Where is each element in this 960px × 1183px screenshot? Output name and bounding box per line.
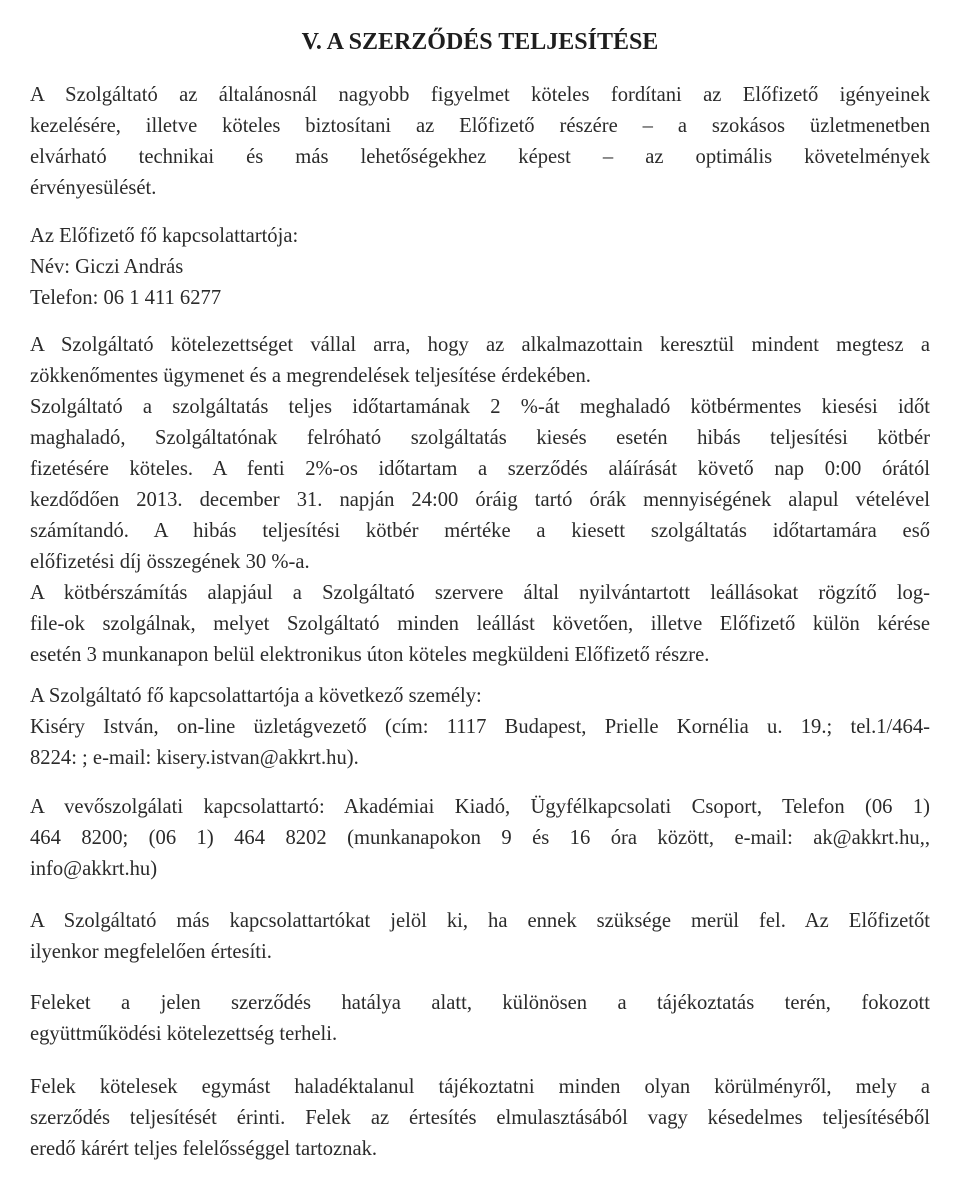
section-title: V. A SZERZŐDÉS TELJESÍTÉSE — [301, 29, 659, 55]
text-line: zökkenőmentes ügymenet és a megrendelések teljesítése érdekében. — [30, 365, 591, 387]
text-line: elvárható technikai és más lehetőségekhez képest – az optimális követelmények — [30, 146, 930, 168]
text-line: 464 8200; (06 1) 464 8202 (munkanapokon 9 és 16 óra között, e-mail: ak@akkrt.hu,, — [30, 827, 930, 849]
paragraph-obligations — [30, 80, 930, 204]
text-line: érvényesülését. — [30, 177, 157, 199]
text-line: 8224: ; e-mail: kisery.istvan@akkrt.hu). — [30, 747, 359, 769]
text-line: A kötbérszámítás alapjául a Szolgáltató szervere által nyilvántartott leállásokat rögzítő log- — [30, 582, 930, 604]
contact-name: Név: Giczi András — [30, 256, 184, 278]
text-line: info@akkrt.hu) — [30, 858, 158, 880]
paragraph-penalty — [30, 330, 930, 671]
text-line: A Szolgáltató kötelezettséget vállal arra, hogy az alkalmazottain keresztül mindent megtesz a — [30, 334, 930, 356]
text-line: Szolgáltató a szolgáltatás teljes időtartamának 2 %-át meghaladó kötbérmentes kiesési időt — [30, 396, 930, 418]
text-line: kezdődően 2013. december 31. napján 24:00 óráig tartó órák mennyiségének alapul vételével — [30, 489, 930, 511]
text-line: A Szolgáltató más kapcsolattartókat jelöl ki, ha ennek szüksége merül fel. Az Előfizetőt — [30, 910, 930, 932]
text-line: eredő kárért teljes felelősséggel tartoznak. — [30, 1138, 378, 1160]
paragraph-notification — [30, 1072, 930, 1165]
text-line: szerződés teljesítését érinti. Felek az értesítés elmulasztásából vagy késedelmes teljesítéséből — [30, 1107, 930, 1129]
text-line: A vevőszolgálati kapcsolattartó: Akadémiai Kiadó, Ügyfélkapcsolati Csoport, Telefon (06 1) — [30, 796, 930, 818]
text-line: A Szolgáltató fő kapcsolattartója a következő személy: — [30, 685, 482, 707]
contact-heading: Az Előfizető fő kapcsolattartója: — [30, 225, 299, 247]
provider-contact — [30, 681, 930, 774]
text-line: Feleket a jelen szerződés hatálya alatt, különösen a tájékoztatás terén, fokozott — [30, 992, 930, 1014]
text-line: file-ok szolgálnak, melyet Szolgáltató minden leállást követően, illetve Előfizető külön kérése — [30, 613, 930, 635]
text-line: Kiséry István, on-line üzletágvezető (cím: 1117 Budapest, Prielle Kornélia u. 19.; tel.1/464- — [30, 716, 930, 738]
text-line: számítandó. A hibás teljesítési kötbér mértéke a kiesett szolgáltatás időtartamára eső — [30, 520, 930, 542]
text-line: ilyenkor megfelelően értesíti. — [30, 941, 272, 963]
text-line: esetén 3 munkanapon belül elektronikus úton köteles megküldeni Előfizető részre. — [30, 644, 710, 666]
text-line: előfizetési díj összegének 30 %-a. — [30, 551, 310, 573]
text-line: kezelésére, illetve köteles biztosítani az Előfizető részére – a szokásos üzletmenetben — [30, 115, 930, 137]
text-line: együttműködési kötelezettség terheli. — [30, 1023, 338, 1045]
paragraph-cooperation — [30, 988, 930, 1050]
contact-phone: Telefon: 06 1 411 6277 — [30, 287, 222, 309]
text-line: maghaladó, Szolgáltatónak felróható szolgáltatás kiesés esetén hibás teljesítési kötbér — [30, 427, 930, 449]
customer-service-contact — [30, 792, 930, 885]
text-line: Felek kötelesek egymást haladéktalanul tájékoztatni minden olyan körülményről, mely a — [30, 1076, 930, 1098]
paragraph-other-contacts — [30, 906, 930, 968]
text-line: fizetésére köteles. A fenti 2%-os időtartam a szerződés aláírását követő nap 0:00 órától — [30, 458, 930, 480]
subscriber-contact — [30, 221, 930, 314]
text-line: A Szolgáltató az általánosnál nagyobb figyelmet köteles fordítani az Előfizető igényeinek — [30, 84, 930, 106]
